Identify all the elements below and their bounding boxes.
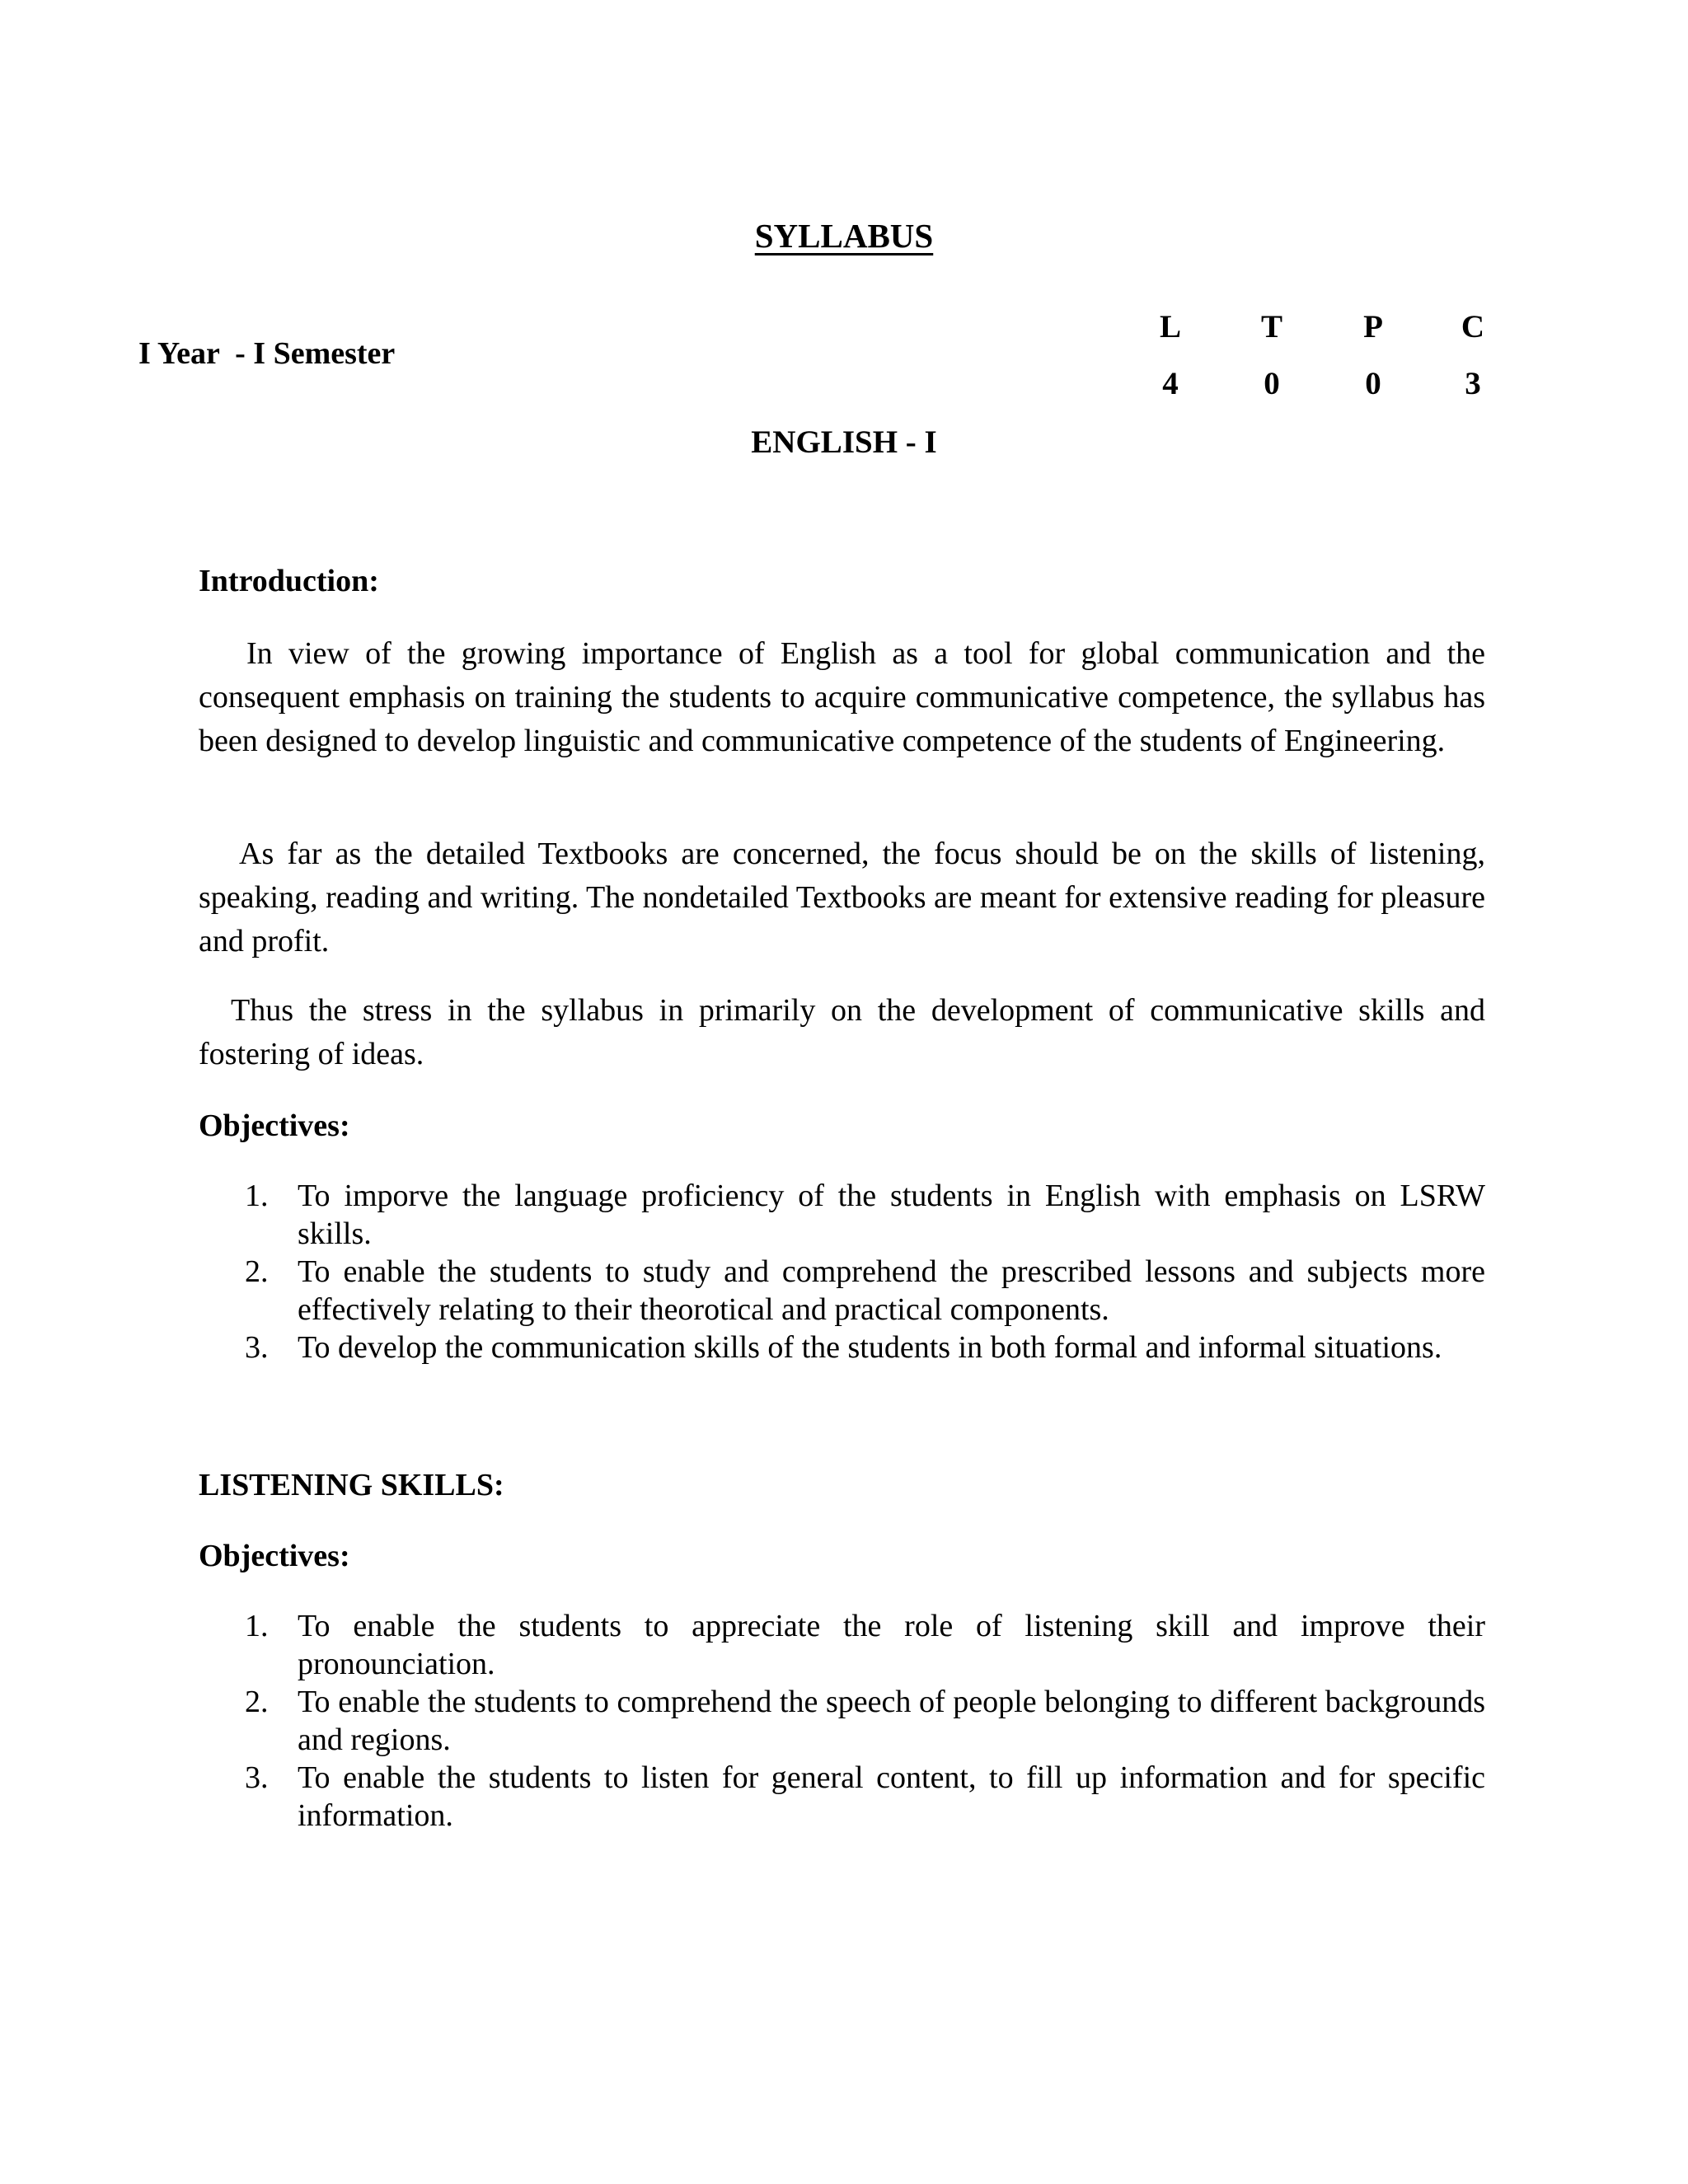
listening-skills-heading: LISTENING SKILLS:: [199, 1468, 504, 1502]
list-item: [199, 1329, 1485, 1366]
listening-objectives-heading: Objectives:: [199, 1539, 350, 1573]
list-item-number: 2.: [245, 1685, 269, 1719]
listening-objectives-list: [199, 1607, 1485, 1835]
credit-header-c: C: [1461, 309, 1485, 344]
list-item: [199, 1607, 1485, 1683]
list-item-text: To enable the students to comprehend the speech of people belonging to different backgrounds and regions.: [298, 1685, 1485, 1757]
credit-header-p: P: [1363, 309, 1383, 344]
list-item-text: To enable the students to appreciate the role of listening skill and improve their pronounciation.: [298, 1609, 1485, 1681]
year-semester: I Year - I Semester: [138, 336, 396, 371]
intro-paragraph-2: As far as the detailed Textbooks are concerned, the focus should be on the skills of listening, speaking, reading and writing. The nondetailed Textbooks are meant for extensive reading for pleasure and profit.: [199, 837, 1485, 958]
list-item-number: 1.: [245, 1609, 269, 1643]
list-item-number: 3.: [245, 1760, 269, 1795]
credit-value-c: 3: [1465, 366, 1481, 401]
credit-header-t: T: [1260, 309, 1282, 344]
list-item-number: 1.: [245, 1179, 269, 1213]
credit-value-t: 0: [1264, 366, 1280, 401]
list-item-number: 2.: [245, 1254, 269, 1289]
list-item-text: To enable the students to study and comprehend the prescribed lessons and subjects more effectively relating to their theorotical and practical components.: [298, 1254, 1485, 1327]
list-item: [199, 1759, 1485, 1835]
course-name: ENGLISH - I: [751, 424, 937, 460]
objectives-list: [199, 1177, 1485, 1366]
credit-value-l: 4: [1162, 366, 1179, 401]
list-item: [199, 1177, 1485, 1253]
introduction-heading: Introduction:: [199, 564, 379, 598]
list-item-text: To develop the communication skills of the students in both formal and informal situations.: [298, 1330, 1442, 1365]
credit-header-l: L: [1159, 309, 1181, 344]
objectives-heading: Objectives:: [199, 1108, 350, 1143]
list-item-text: To imporve the language proficiency of the students in English with emphasis on LSRW skills.: [298, 1179, 1485, 1251]
list-item-number: 3.: [245, 1330, 269, 1365]
intro-paragraph-3: Thus the stress in the syllabus in primarily on the development of communicative skills and fostering of ideas.: [199, 993, 1485, 1071]
page-title: SYLLABUS: [754, 217, 934, 255]
credit-value-p: 0: [1365, 366, 1381, 401]
intro-paragraph-1: In view of the growing importance of English as a tool for global communication and the consequent emphasis on training the students to acquire communicative competence, the syllabus has been designed to develop linguistic and communicative competence of the students of Engineering.: [199, 636, 1485, 758]
list-item: [199, 1253, 1485, 1329]
list-item-text: To enable the students to listen for general content, to fill up information and for specific information.: [298, 1760, 1485, 1833]
list-item: [199, 1683, 1485, 1759]
